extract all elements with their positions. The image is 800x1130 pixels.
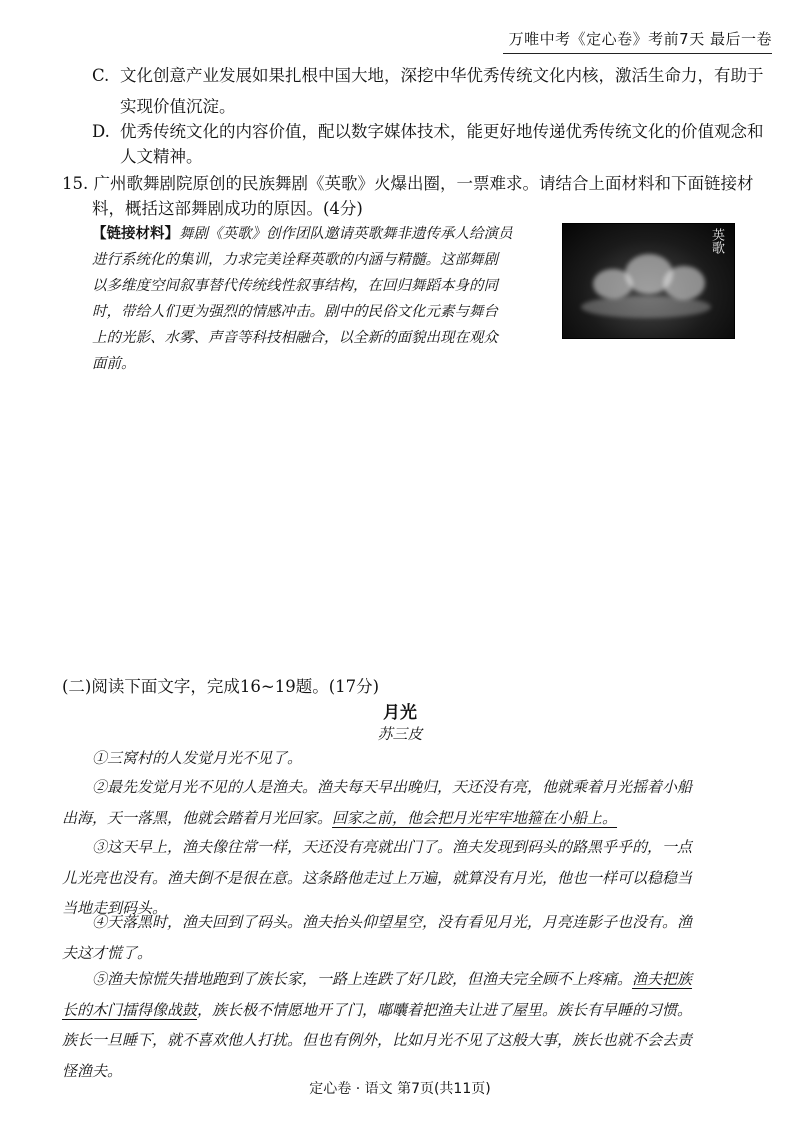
link-material-line1: 【链接材料】舞剧《英歌》创作团队邀请英歌舞非遗传承人给演员 <box>92 225 513 242</box>
dance-photo <box>562 223 735 339</box>
link-material-line4: 时，带给人们更为强烈的情感冲击。剧中的民俗文化元素与舞台 <box>92 304 498 320</box>
option-c-line2: 实现价值沉淀。 <box>120 97 236 116</box>
option-d-label: D. <box>92 122 110 141</box>
article-title: 月光 <box>383 703 417 723</box>
paragraph-4: ④天落黑时，渔夫回到了码头。渔夫抬头仰望星空，没有看见月光，月亮连影子也没有。渔 夫这才慌了。 <box>62 913 693 962</box>
link-material-line3: 以多维度空间叙事替代传统线性叙事结构，在回归舞蹈本身的同 <box>92 278 498 294</box>
underlined-sentence: 回家之前，他会把月光牢牢地箍在小船上。 <box>332 808 618 827</box>
page-footer: 定心卷 · 语文 第7页(共11页) <box>309 1081 491 1097</box>
link-material-line2: 进行系统化的集训，力求完美诠释英歌的内涵与精髓。这部舞剧 <box>92 252 498 268</box>
photo-caption: 英歌 <box>709 228 724 254</box>
question-15-line1: 15. 广州歌舞剧院原创的民族舞剧《英歌》火爆出圈，一票难求。请结合上面材料和下面链接材 <box>62 174 754 193</box>
paragraph-5: ⑤渔夫惊慌失措地跑到了族长家，一路上连跌了好几跤，但渔夫完全顾不上疼痛。渔夫把族 长的木门擂得像战鼓，族长极不情愿地开了门，嘟囔着把渔夫让进了屋里。族长有早睡的习惯。 族长一旦睡下，就不喜欢他人打扰。但也有例外，比如月光不见了这般大事，族长也就不会去责 怪渔夫。 <box>62 970 693 1080</box>
link-material-line6: 面前。 <box>92 356 136 372</box>
option-d-line2: 人文精神。 <box>120 147 203 166</box>
article-author: 苏三皮 <box>377 725 423 743</box>
link-material-line5: 上的光影、水雾、声音等科技相融合，以全新的面貌出现在观众 <box>92 330 498 346</box>
option-c-label: C. <box>92 66 110 85</box>
link-material-label: 【链接材料】 <box>92 225 179 242</box>
underlined-phrase-1: 渔夫把族 <box>632 970 693 988</box>
paragraph-2: ②最先发觉月光不见的人是渔夫。渔夫每天早出晚归，天还没有亮，他就乘着月光摇着小船 出海，天一落黑，他就会踏着月光回家。回家之前，他会把月光牢牢地箍在小船上。 <box>62 778 693 827</box>
underlined-phrase-2: 长的木门擂得像战鼓 <box>62 1000 198 1019</box>
question-15-line2: 料，概括这部舞剧成功的原因。(4分) <box>92 199 363 218</box>
option-c-line1: C. 文化创意产业发展如果扎根中国大地，深挖中华优秀传统文化内核，激活生命力，有助于 <box>92 66 764 85</box>
option-d-line1: D. 优秀传统文化的内容价值，配以数字媒体技术，能更好地传递优秀传统文化的价值观念和 <box>92 122 764 141</box>
section-2-heading: (二)阅读下面文字，完成16~19题。(17分) <box>62 677 380 696</box>
paragraph-1: ①三窝村的人发觉月光不见了。 <box>92 749 303 767</box>
paragraph-3: ③这天早上，渔夫像往常一样，天还没有亮就出门了。渔夫发现到码头的路黑乎乎的，一点 儿光亮也没有。渔夫倒不是很在意。这条路他走过上万遍，就算没有月光，他也一样可以稳稳当 当地走到码头。 <box>62 838 693 917</box>
page-header: 万唯中考《定心卷》考前7天 最后一卷 <box>508 30 772 48</box>
